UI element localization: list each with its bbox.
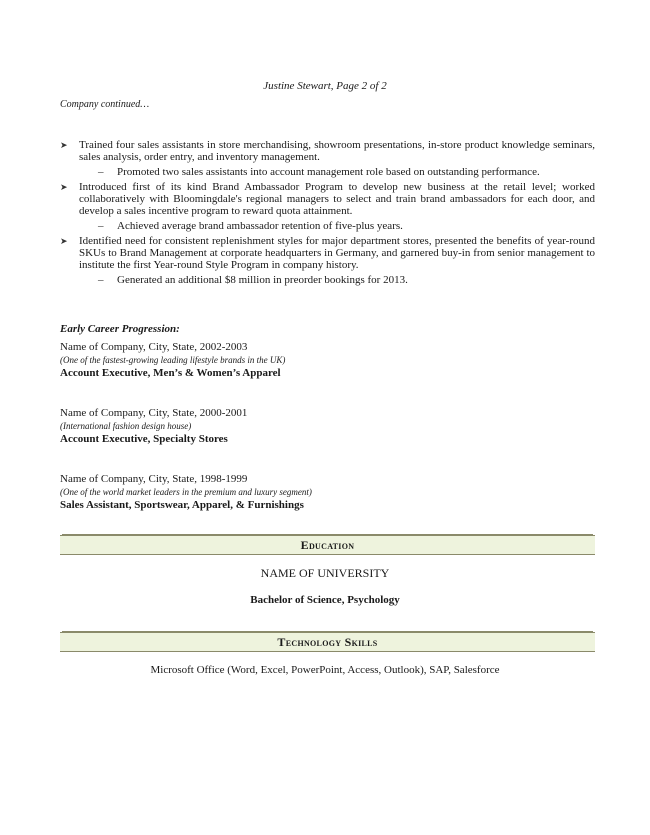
arrowhead-bullet-icon: ➤ <box>60 236 68 246</box>
job-description: (One of the fastest-growing leading lifestyle brands in the UK) <box>60 355 286 365</box>
job-description: (International fashion design house) <box>60 421 192 431</box>
education-section-title: Education <box>300 538 355 552</box>
job-title: Sales Assistant, Sportswear, Apparel, & Furnishings <box>60 499 304 511</box>
technology-section-title: Technology Skills <box>277 635 378 649</box>
dash-bullet-icon: – <box>98 220 104 232</box>
job-entry <box>60 473 580 512</box>
job-title: Account Executive, Men’s & Women’s Apparel <box>60 367 281 379</box>
education-section-bar <box>60 535 595 555</box>
university-name: NAME OF UNIVERSITY <box>260 566 390 580</box>
achievement-item <box>60 139 595 178</box>
achievement-text: Introduced first of its kind Brand Ambassador Program to develop new business at the retail level; worked collaboratively with Bloomingdale's regional managers to select and train brand ambassadors for each door, and develop a sales incentive program to reward quota attainment. <box>79 181 595 217</box>
job-company: Name of Company, City, State, 1998-1999 <box>60 473 248 485</box>
achievement-subitem <box>79 166 595 178</box>
technology-skills-list: Microsoft Office (Word, Excel, PowerPoint, Access, Outlook), SAP, Salesforce <box>150 664 500 676</box>
achievement-subitem <box>79 274 595 286</box>
job-company: Name of Company, City, State, 2002-2003 <box>60 341 248 353</box>
job-entry <box>60 407 580 446</box>
page-header: Justine Stewart, Page 2 of 2 <box>263 80 387 92</box>
achievement-item <box>60 235 595 286</box>
achievement-list <box>60 139 595 289</box>
company-continued-label: Company continued… <box>60 99 150 110</box>
job-company: Name of Company, City, State, 2000-2001 <box>60 407 248 419</box>
arrowhead-bullet-icon: ➤ <box>60 140 68 150</box>
degree: Bachelor of Science, Psychology <box>250 594 400 606</box>
dash-bullet-icon: – <box>98 166 104 178</box>
technology-section-bar <box>60 632 595 652</box>
job-title: Account Executive, Specialty Stores <box>60 433 228 445</box>
achievement-subitem <box>79 220 595 232</box>
achievement-subitem-text: Achieved average brand ambassador retention of five-plus years. <box>117 220 403 232</box>
achievement-subitem-text: Generated an additional $8 million in preorder bookings for 2013. <box>117 274 408 286</box>
job-description: (One of the world market leaders in the premium and luxury segment) <box>60 487 312 497</box>
job-entry <box>60 341 580 380</box>
achievement-item <box>60 181 595 232</box>
achievement-text: Trained four sales assistants in store merchandising, showroom presentations, in-store product knowledge seminars, sales analysis, order entry, and inventory management. <box>79 139 595 163</box>
achievement-text: Identified need for consistent replenishment styles for major department stores, presented the benefits of year-round SKUs to Brand Management at corporate headquarters in Germany, and garnered buy-in from senior management to institute the first Year-round Style Program in company history. <box>79 235 595 271</box>
dash-bullet-icon: – <box>98 274 104 286</box>
achievement-subitem-text: Promoted two sales assistants into account management role based on outstanding performance. <box>117 166 540 178</box>
early-career-heading: Early Career Progression: <box>60 323 180 335</box>
arrowhead-bullet-icon: ➤ <box>60 182 68 192</box>
